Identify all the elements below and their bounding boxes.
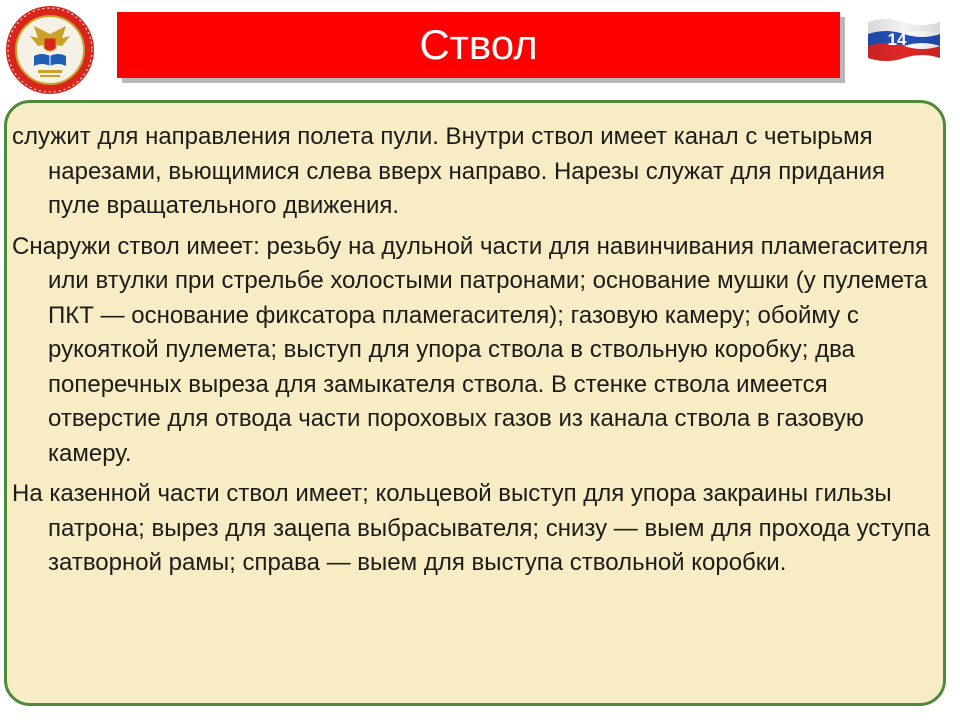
paragraph-exterior: Снаружи ствол имеет: резьбу на дульной части для навинчивания пламегасителя или втулки при стрельбе холостыми патронами; основание мушки (у пулемета ПКТ — основание фиксатора пламегасителя); газовую камеру; обойму с рукояткой пулемета; выступ для упора ствола в ствольную коробку; два поперечных выреза для замыкателя ствола. В стенке ствола имеется отверстие для отвода части пороховых газов из канала ствола в газовую камеру. — [12, 232, 929, 467]
paragraph-breech: На казенной части ствол имеет; кольцевой выступ для упора закраины гильзы патрона; вырез для зацепа выбрасывателя; снизу — выем для прохода уступа затворной рамы; справа — выем для выступа ствольной коробки. — [12, 480, 930, 576]
title-bar — [117, 12, 840, 78]
academy-emblem-icon — [4, 4, 96, 96]
content-text — [12, 120, 932, 587]
paragraph-purpose: служит для направления полета пули. Внутри ствол имеет канал с четырьмя нарезами, вьющимися слева вверх направо. Нарезы служат для придания пуле вращательного движения. — [12, 123, 885, 219]
slide-title: Ствол — [419, 21, 538, 68]
slide-number: 14 — [887, 30, 907, 49]
